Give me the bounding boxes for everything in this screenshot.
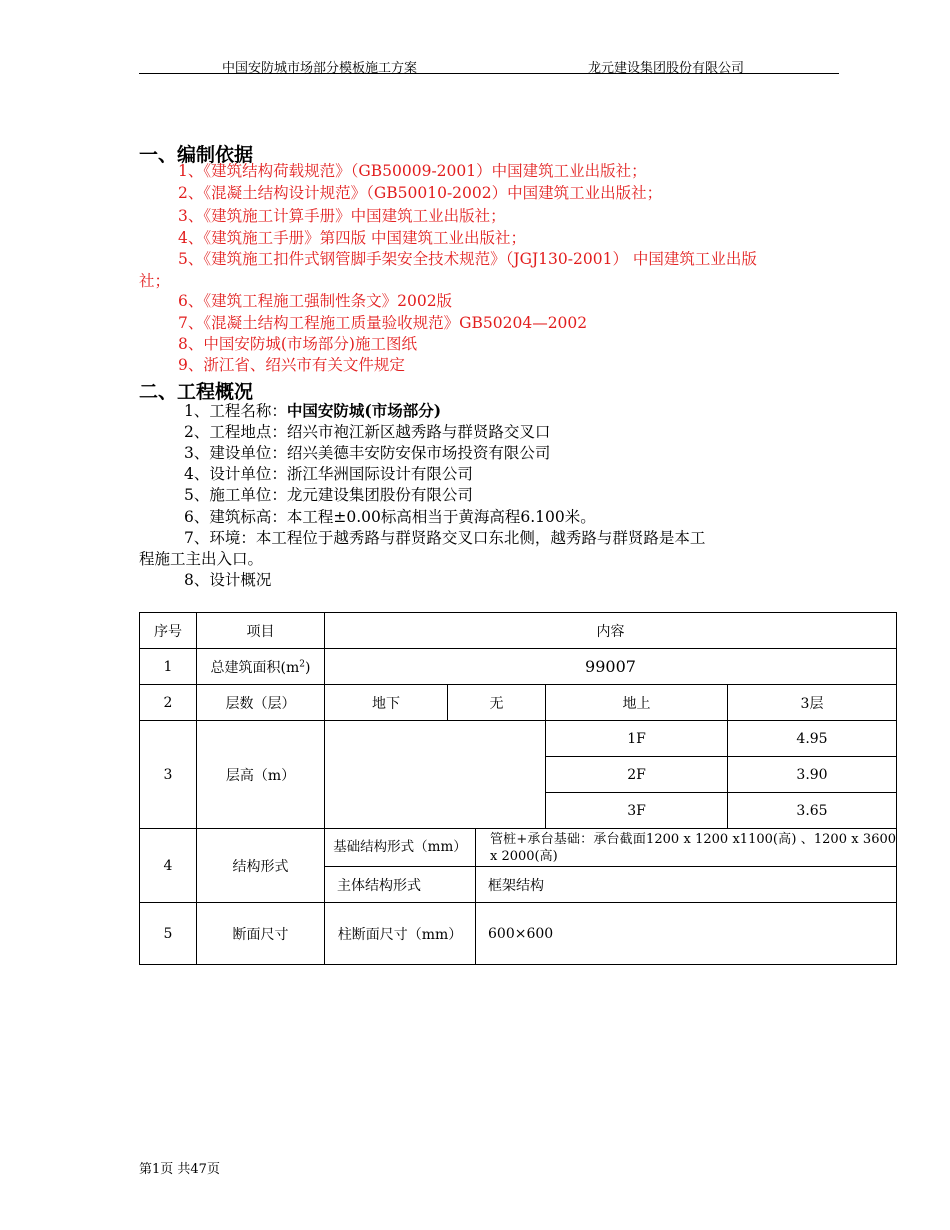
overview-item: 5、施工单位：龙元建设集团股份有限公司 bbox=[184, 486, 473, 504]
basis-item: 9、浙江省、绍兴市有关文件规定 bbox=[178, 356, 405, 374]
table-row bbox=[140, 903, 897, 965]
cell-no: 4 bbox=[140, 829, 197, 903]
table-row bbox=[140, 613, 897, 649]
cell-floor: 1F bbox=[546, 721, 728, 757]
section-title-overview: 二、工程概况 bbox=[139, 381, 254, 403]
cell-column-label: 柱断面尺寸（mm） bbox=[325, 903, 476, 965]
cell-underground-label: 地下 bbox=[325, 685, 448, 721]
basis-item: 7、《混凝土结构工程施工质量验收规范》GB50204—2002 bbox=[178, 314, 588, 332]
cell-item: 层高（m） bbox=[197, 721, 325, 829]
overview-item: 3、建设单位：绍兴美德丰安防安保市场投资有限公司 bbox=[184, 444, 551, 462]
table-row bbox=[140, 829, 897, 867]
header-doc-title: 中国安防城市场部分模板施工方案 bbox=[222, 61, 418, 76]
table-row bbox=[140, 721, 897, 757]
basis-item: 5、《建筑施工扣件式钢管脚手架安全技术规范》（JGJ130-2001） 中国建筑工业出版 bbox=[178, 250, 757, 268]
basis-item: 8、中国安防城(市场部分)施工图纸 bbox=[178, 335, 417, 353]
overview-item: 2、工程地点：绍兴市袍江新区越秀路与群贤路交叉口 bbox=[184, 423, 551, 441]
overview-item-name bbox=[184, 400, 441, 422]
cell-item: 结构形式 bbox=[197, 829, 325, 903]
cell-floor: 3F bbox=[546, 793, 728, 829]
cell-item: 层数（层） bbox=[197, 685, 325, 721]
cell-item: 总建筑面积$(m^2)$ bbox=[197, 649, 325, 685]
cell-item: 断面尺寸 bbox=[197, 903, 325, 965]
basis-item: 2、《混凝土结构设计规范》（GB50010-2002）中国建筑工业出版社； bbox=[178, 184, 663, 202]
cell-aboveground-value: 3层 bbox=[728, 685, 897, 721]
cell-floor: 2F bbox=[546, 757, 728, 793]
cell-no: 3 bbox=[140, 721, 197, 829]
cell-blank bbox=[325, 721, 546, 829]
cell-floor-height: 3.90 bbox=[728, 757, 897, 793]
cell-underground-value: 无 bbox=[448, 685, 546, 721]
cell-floor-height: 3.65 bbox=[728, 793, 897, 829]
overview-item: 4、设计单位：浙江华洲国际设计有限公司 bbox=[184, 465, 473, 483]
overview-item: 7、环境：本工程位于越秀路与群贤路交叉口东北侧，越秀路与群贤路是本工 bbox=[184, 529, 706, 547]
basis-item: 6、《建筑工程施工强制性条文》2002版 bbox=[178, 292, 453, 310]
page-footer: 第1页 共47页 bbox=[139, 1162, 220, 1177]
head-content: 内容 bbox=[325, 613, 897, 649]
overview-item: 6、建筑标高：本工程±0.00标高相当于黄海高程6.100米。 bbox=[184, 508, 596, 526]
cell-floor-height: 4.95 bbox=[728, 721, 897, 757]
design-summary-table bbox=[139, 612, 897, 965]
cell-main-label: 主体结构形式 bbox=[325, 867, 476, 903]
basis-item-cont: 社； bbox=[139, 272, 171, 290]
cell-base-label: 基础结构形式（mm） bbox=[325, 829, 476, 867]
table-row bbox=[140, 685, 897, 721]
head-item: 项目 bbox=[197, 613, 325, 649]
cell-no: 5 bbox=[140, 903, 197, 965]
head-no: 序号 bbox=[140, 613, 197, 649]
cell-no: 1 bbox=[140, 649, 197, 685]
cell-no: 2 bbox=[140, 685, 197, 721]
header-divider bbox=[139, 73, 839, 74]
overview-name-value: 中国安防城(市场部分) bbox=[286, 401, 442, 420]
overview-name-label: 1、工程名称： bbox=[184, 402, 287, 420]
cell-base-value: 管桩+承台基础：承台截面1200 x 1200 x1100(高) 、1200 x 3600 x 2000(高) bbox=[476, 829, 897, 867]
cell-main-value: 框架结构 bbox=[476, 867, 897, 903]
overview-item: 8、设计概况 bbox=[184, 571, 272, 589]
overview-item-cont: 程施工主出入口。 bbox=[139, 550, 264, 568]
section-title-basis: 一、编制依据 bbox=[139, 144, 254, 166]
header-company: 龙元建设集团股份有限公司 bbox=[588, 61, 745, 76]
basis-item: 4、《建筑施工手册》第四版 中国建筑工业出版社； bbox=[178, 229, 527, 247]
basis-item: 3、《建筑施工计算手册》中国建筑工业出版社； bbox=[178, 207, 506, 225]
basis-item: 1、《建筑结构荷载规范》（GB50009-2001）中国建筑工业出版社； bbox=[178, 162, 647, 180]
table-row bbox=[140, 649, 897, 685]
cell-total-area: 99007 bbox=[325, 649, 897, 685]
cell-column-value: 600×600 bbox=[476, 903, 897, 965]
cell-aboveground-label: 地上 bbox=[546, 685, 728, 721]
